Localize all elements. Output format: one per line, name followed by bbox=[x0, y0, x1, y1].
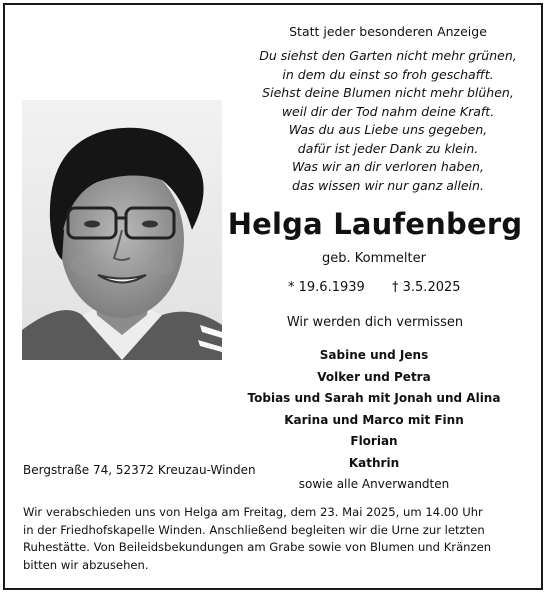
notice-line: Ruhestätte. Von Beileidsbekundungen am Grabe sowie von Blumen und Kränzen bbox=[23, 540, 492, 554]
death-date: † 3.5.2025 bbox=[392, 280, 461, 295]
portrait-photo bbox=[22, 100, 222, 360]
poem-line: das wissen wir nur ganz allein. bbox=[292, 177, 484, 193]
miss-line: Wir werden dich vermissen bbox=[286, 315, 464, 330]
mourner-entry: Tobias und Sarah mit Jonah und Alina bbox=[247, 391, 501, 405]
poem-line: in dem du einst so froh geschafft. bbox=[282, 66, 494, 82]
poem-line: weil dir der Tod nahm deine Kraft. bbox=[281, 103, 495, 119]
poem-line: Du siehst den Garten nicht mehr grünen, bbox=[259, 48, 517, 63]
maiden-name: geb. Kommelter bbox=[322, 251, 426, 266]
deceased-name: Helga Laufenberg bbox=[227, 207, 523, 241]
poem-line: Was du aus Liebe uns gegeben, bbox=[288, 122, 488, 137]
mourner-entry: Volker und Petra bbox=[317, 369, 431, 384]
intro-line: Statt jeder besonderen Anzeige bbox=[289, 24, 487, 39]
poem-line: Siehst deine Blumen nicht mehr blühen, bbox=[262, 85, 514, 100]
poem-line: Was wir an dir verloren haben, bbox=[292, 159, 484, 174]
birth-date: * 19.6.1939 bbox=[288, 280, 365, 295]
mourner-entry: Karina und Marco mit Finn bbox=[284, 412, 464, 427]
mourner-entry: Kathrin bbox=[348, 455, 400, 470]
notice-line: Wir verabschieden uns von Helga am Freitag, dem 23. Mai 2025, um 14.00 Uhr bbox=[23, 505, 483, 519]
poem-line: dafür ist jeder Dank zu klein. bbox=[297, 140, 479, 156]
notice-line: bitten wir abzusehen. bbox=[23, 557, 149, 572]
address: Bergstraße 74, 52372 Kreuzau-Winden bbox=[23, 463, 256, 477]
mourner-entry: Florian bbox=[350, 434, 398, 448]
poem bbox=[259, 47, 516, 195]
mourner-entry: Sabine und Jens bbox=[319, 348, 429, 362]
notice-line: in der Friedhofskapelle Winden. Anschließend begleiten wir die Urne zur letzten bbox=[23, 522, 485, 537]
relatives-line: sowie alle Anverwandten bbox=[298, 477, 450, 491]
mourners-list bbox=[248, 345, 501, 474]
funeral-notice bbox=[23, 504, 528, 574]
